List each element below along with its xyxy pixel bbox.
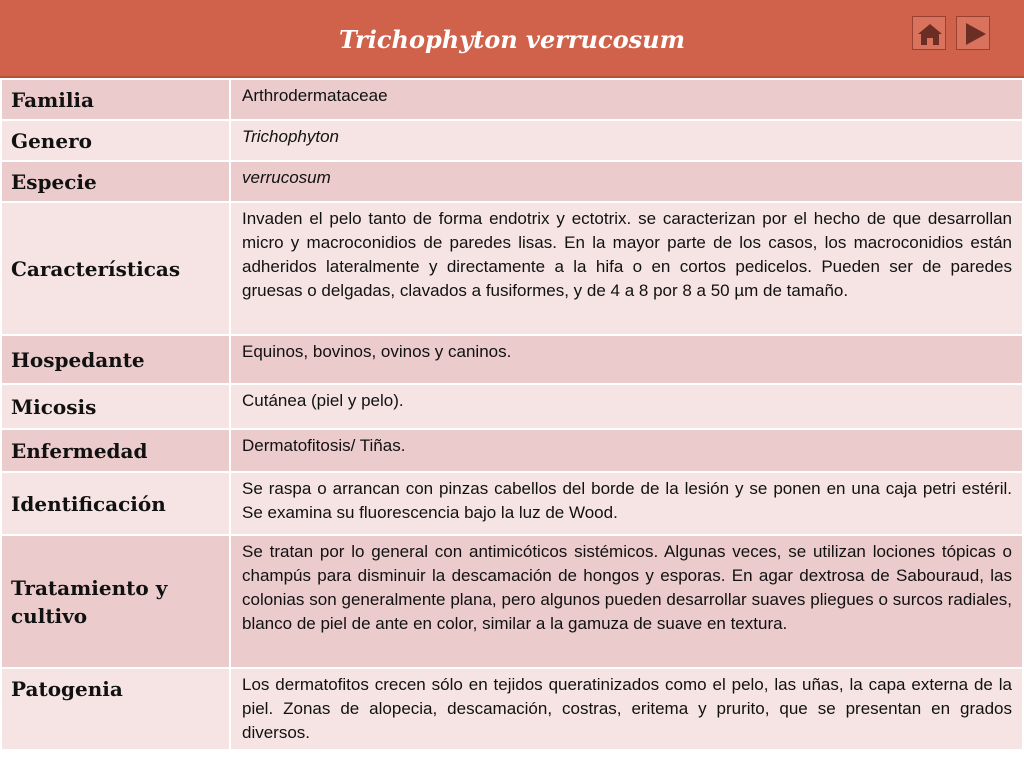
play-arrow-icon	[957, 17, 991, 51]
row-label-especie: Especie	[1, 161, 230, 202]
row-label-micosis: Micosis	[1, 384, 230, 429]
table-row	[1, 202, 1023, 335]
row-value-familia: Arthrodermataceae	[230, 79, 1023, 120]
row-value-caracteristicas: Invaden el pelo tanto de forma endotrix y ectotrix. se caracterizan por el hecho de que desarrollan micro y macroconidios de paredes lisas. En la mayor parte de los casos, los macroconidios están adheridos lateralmente y directamente a la hifa o en cortos pedicelos. Pueden ser de paredes gruesas o delgadas, clavados a fusiformes, y de 4 a 8 por 8 a 50 µm de tamaño.	[230, 202, 1023, 335]
table-row	[1, 472, 1023, 535]
table-row	[1, 161, 1023, 202]
row-value-tratamiento: Se tratan por lo general con antimicóticos sistémicos. Algunas veces, se utilizan lociones tópicas o champús para disminuir la descamación de hongos y esporas. En agar dextrosa de Sabouraud, las colonias son generalmente plana, pero algunos pueden desarrollar suaves pliegues o surcos radiales, blanco de piel de ante en color, similar a la gamuza de suave en textura.	[230, 535, 1023, 668]
row-label-enfermedad: Enfermedad	[1, 429, 230, 472]
page-title: Trichophyton verrucosum	[339, 25, 685, 54]
row-label-patogenia: Patogenia	[1, 668, 230, 750]
table-row	[1, 120, 1023, 161]
table-row	[1, 535, 1023, 668]
row-value-enfermedad: Dermatofitosis/ Tiñas.	[230, 429, 1023, 472]
row-value-genero: Trichophyton	[230, 120, 1023, 161]
row-label-familia: Familia	[1, 79, 230, 120]
row-value-hospedante: Equinos, bovinos, ovinos y caninos.	[230, 335, 1023, 384]
home-button[interactable]	[912, 16, 946, 50]
row-label-tratamiento: Tratamiento y cultivo	[1, 535, 230, 668]
home-icon	[913, 17, 947, 51]
table-row	[1, 335, 1023, 384]
row-label-hospedante: Hospedante	[1, 335, 230, 384]
row-label-caracteristicas: Características	[1, 202, 230, 335]
row-value-micosis: Cutánea (piel y pelo).	[230, 384, 1023, 429]
next-button[interactable]	[956, 16, 990, 50]
table-row	[1, 429, 1023, 472]
row-label-genero: Genero	[1, 120, 230, 161]
info-table	[0, 78, 1024, 751]
table-row	[1, 384, 1023, 429]
row-value-patogenia: Los dermatofitos crecen sólo en tejidos queratinizados como el pelo, las uñas, la capa externa de la piel. Zonas de alopecia, descamación, costras, eritema y prurito, que se presentan en grados diversos.	[230, 668, 1023, 750]
row-value-especie: verrucosum	[230, 161, 1023, 202]
row-label-identificacion: Identificación	[1, 472, 230, 535]
row-value-identificacion: Se raspa o arrancan con pinzas cabellos del borde de la lesión y se ponen en una caja petri estéril. Se examina su fluorescencia bajo la luz de Wood.	[230, 472, 1023, 535]
table-row	[1, 668, 1023, 750]
table-row	[1, 79, 1023, 120]
